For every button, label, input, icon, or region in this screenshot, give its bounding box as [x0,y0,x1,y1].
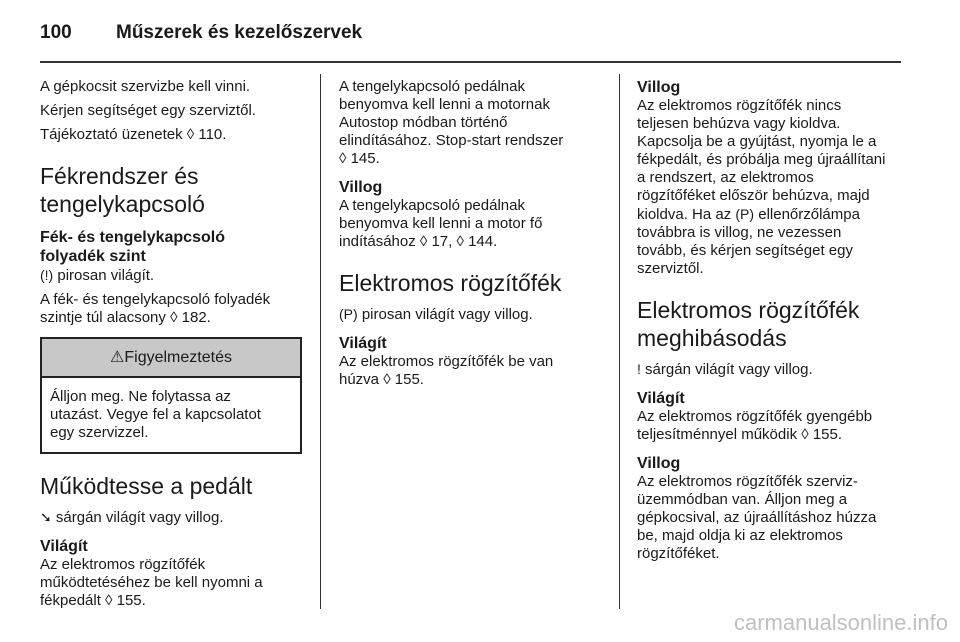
pedal-icon: ➘ [40,509,52,525]
paragraph: sárgán világít vagy villog. [51,509,224,526]
paragraph: A tengelykapcsoló pedálnak benyomva kell lenni a motor fő indításához ◊ 17, ◊ 144. [339,197,543,250]
page-number: 100 [40,22,72,43]
brake-warning-icon: (!) [40,267,54,283]
paragraph: sárgán világít vagy villog. [640,361,813,378]
paragraph: A gépkocsit szervizbe kell vinni. [40,78,251,95]
warning-title: Figyelmeztetés [124,349,232,366]
brake-fault-icon: ! [637,361,641,377]
paragraph: Az elektromos rögzítőfék szerviz- üzemmódban van. Álljon meg a gépkocsival, az újraállításhoz húzza be, majd oldja ki az elektromos rögzítőféket. [637,473,877,562]
header-rule [40,61,901,63]
paragraph: ellenőrzőlámpa továbbra is villog, ne vezessen tovább, és kérjen segítséget egy szerviztől. [637,206,860,277]
paragraph: A tengelykapcsoló pedálnak benyomva kell lenni a motornak Autostop módban történő elindításához. Stop-start rendszer ◊ 145. [339,78,564,167]
section-heading-brake-clutch: Fékrendszer és tengelykapcsoló [40,163,205,217]
watermark: carmanualsonline.info [733,610,948,635]
chapter-title: Műszerek és kezelőszervek [116,22,363,43]
subheading-lit: Világít [40,538,88,555]
section-heading-parking-brake-fault: Elektromos rögzítőfék meghibásodás [637,297,860,351]
paragraph: A fék- és tengelykapcsoló folyadék szintje túl alacsony ◊ 182. [40,291,271,326]
page-header [40,10,910,50]
column-2 [339,78,604,395]
subheading-flashes: Villog [339,179,383,196]
section-heading-press-pedal: Működtesse a pedált [40,473,253,499]
section-heading-parking-brake: Elektromos rögzítőfék [339,270,562,296]
paragraph: Az elektromos rögzítőfék gyengébb teljesítménnyel működik ◊ 155. [637,408,873,443]
subheading-flashes: Villog [637,455,681,472]
subheading-lit: Világít [339,335,387,352]
warning-triangle-icon: ⚠ [110,349,125,366]
paragraph: Az elektromos rögzítőfék be van húzva ◊ 155. [339,353,554,388]
column-1 [40,78,305,616]
paragraph: Az elektromos rögzítőfék működtetéséhez be kell nyomni a fékpedált ◊ 155. [40,556,263,609]
paragraph: Kérjen segítséget egy szerviztől. [40,102,256,119]
parking-brake-icon: (P) [339,306,358,322]
warning-header [42,339,300,378]
warning-box [40,337,302,454]
subheading-flashes: Villog [637,79,681,96]
subheading-lit: Világít [637,390,685,407]
paragraph: pirosan világít. [53,267,155,284]
paragraph: Az elektromos rögzítőfék nincs teljesen behúzva vagy kioldva. Kapcsolja be a gyújtást, nyomja le a fékpedált, és próbálja meg újraállítani a rendszert, az elektromos rögzítőféket először behúzva, majd kioldva. Ha az [637,97,886,223]
paragraph: Tájékoztató üzenetek ◊ 110. [40,126,227,143]
column-divider-2 [619,74,620,609]
column-3 [637,78,907,569]
column-divider-1 [320,74,321,609]
subheading-fluid-level: Fék- és tengelykapcsoló folyadék szint [40,229,225,265]
paragraph: pirosan világít vagy villog. [357,306,533,323]
parking-brake-icon: (P) [735,206,755,222]
warning-body: Álljon meg. Ne folytassa az utazást. Vegye fel a kapcsolatot egy szervizzel. [50,388,261,441]
